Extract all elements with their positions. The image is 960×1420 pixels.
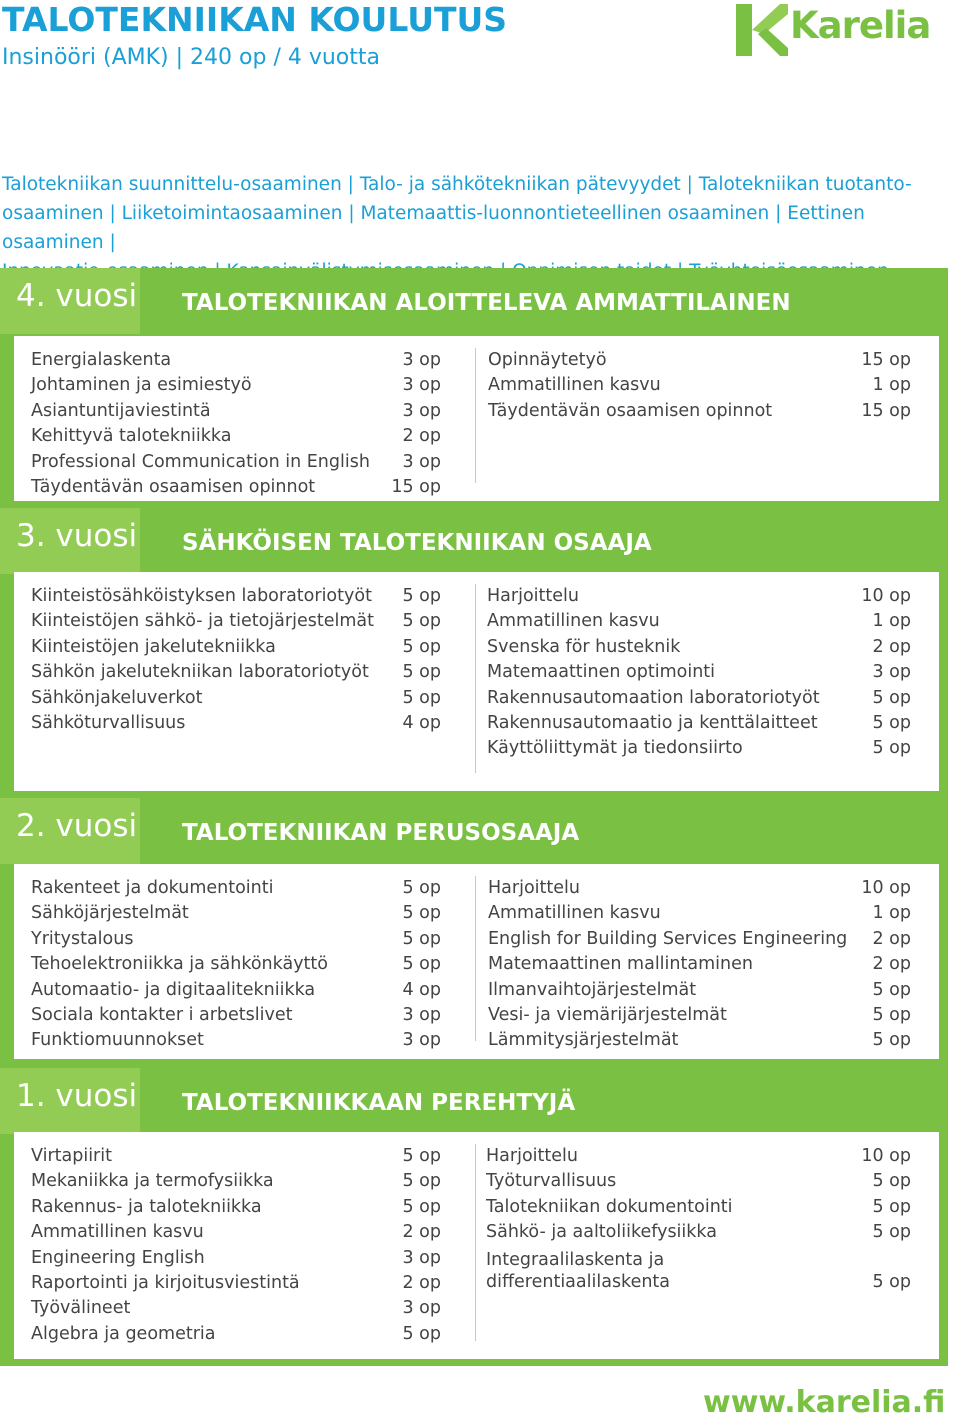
course-name: Johtaminen ja esimiestyö [31,375,252,396]
course-column-left [31,348,441,500]
course-credits: 5 op [872,1271,911,1292]
course-row [31,978,441,1003]
course-row [31,876,441,901]
course-credits: 15 op [861,350,911,370]
course-credits: 2 op [402,1272,441,1293]
course-credits: 5 op [402,687,441,708]
course-name: Rakennusautomaation laboratoriotyöt [487,687,820,708]
course-credits: 3 op [402,1030,441,1051]
course-name: Lämmitysjärjestelmät [488,1030,679,1051]
course-name: Täydentävän osaamisen opinnot [488,400,773,421]
course-credits: 3 op [402,1247,441,1268]
course-name: Työvälineet [31,1298,131,1319]
course-credits: 5 op [402,586,441,606]
course-panel [14,572,939,791]
course-row [488,952,911,977]
course-row [487,635,911,660]
course-name: Professional Communication in English [31,451,370,472]
column-divider [475,348,476,483]
year-title: TALOTEKNIIKKAAN PEREHTYJÄ [182,1090,576,1116]
course-name: Asiantuntijaviestintä [31,400,211,421]
course-name: Svenska för husteknik [487,636,681,657]
course-name: Sähköjärjestelmät [31,903,189,924]
course-credits: 5 op [402,903,441,924]
course-row [31,424,441,449]
year-title: TALOTEKNIIKAN PERUSOSAAJA [182,820,580,846]
year-label-box [0,798,140,864]
course-row [486,1220,911,1245]
year-header [0,798,948,864]
course-credits: 10 op [861,878,911,898]
page-subtitle: Insinööri (AMK) | 240 op / 4 vuotta [2,45,380,70]
course-row [31,660,441,685]
course-name: Työturvallisuus [486,1171,617,1192]
course-row [31,901,441,926]
course-name: Sähkö- ja aaltoliikefysiikka [486,1222,717,1243]
course-row [31,1195,441,1220]
course-credits: 5 op [402,928,441,949]
course-name: Automaatio- ja digitaalitekniikka [31,979,316,1000]
course-row [488,901,911,926]
course-row [487,609,911,634]
course-credits: 2 op [402,1222,441,1243]
course-credits: 3 op [402,375,441,396]
course-column-right [488,348,911,424]
year-label: 3. vuosi [16,518,138,554]
course-credits: 5 op [402,636,441,657]
course-credits: 5 op [872,1004,911,1025]
course-name: Sociala kontakter i arbetslivet [31,1004,293,1025]
course-credits: 2 op [872,636,911,657]
course-row [31,373,441,398]
course-credits: 5 op [872,1222,911,1243]
course-name: Kiinteistöjen sähkö- ja tietojärjestelmät [31,611,374,632]
course-row [488,348,911,373]
course-credits: 5 op [872,712,911,733]
course-credits: 3 op [872,662,911,683]
course-column-right [487,584,911,762]
course-name: Harjoittelu [488,878,580,898]
course-name: Käyttöliittymät ja tiedonsiirto [487,738,743,759]
year-label-box [0,1068,140,1134]
course-row [31,1246,441,1271]
course-name: Ammatillinen kasvu [487,611,660,632]
course-name: Sähköturvallisuus [31,712,186,733]
course-name: Tehoelektroniikka ja sähkönkäyttö [31,954,328,975]
course-credits: 4 op [402,979,441,1000]
course-column-right [488,876,911,1054]
course-name: Ilmanvaihtojärjestelmät [488,979,697,1000]
column-divider [475,1144,476,1341]
course-name: Matemaattinen mallintaminen [488,954,753,975]
course-row [31,475,441,500]
year-label: 4. vuosi [16,278,138,314]
course-name: Rakennus- ja talotekniikka [31,1196,262,1217]
year-section [0,1068,948,1366]
course-name: Integraalilaskenta ja differentiaalilaskenta [486,1249,671,1292]
course-panel [14,336,939,501]
course-row [488,978,911,1003]
year-label-box [0,268,140,334]
course-credits: 15 op [861,400,911,421]
course-credits: 5 op [872,979,911,1000]
course-name: Rakenteet ja dokumentointi [31,878,274,898]
course-row [488,1028,911,1053]
course-name: Matemaattinen optimointi [487,662,716,683]
course-row [31,584,441,609]
course-panel [14,864,939,1059]
course-name: Energialaskenta [31,350,172,370]
course-name: Ammatillinen kasvu [31,1222,204,1243]
course-column-left [31,584,441,736]
course-name: Kiinteistöjen jakelutekniikka [31,636,276,657]
course-row [31,1169,441,1194]
course-credits: 2 op [872,954,911,975]
course-row [486,1246,911,1296]
course-credits: 10 op [861,586,911,606]
course-row [31,711,441,736]
course-row [31,1296,441,1321]
year-label-box [0,508,140,574]
course-credits: 1 op [872,903,911,924]
course-name: Raportointi ja kirjoitusviestintä [31,1272,300,1293]
course-row [31,927,441,952]
course-row [486,1144,911,1169]
course-credits: 5 op [872,1030,911,1051]
course-credits: 2 op [872,928,911,949]
column-divider [475,584,476,773]
year-title: TALOTEKNIIKAN ALOITTELEVA AMMATTILAINEN [182,290,791,316]
course-name: Vesi- ja viemärijärjestelmät [488,1004,727,1025]
course-name: Sähkön jakelutekniikan laboratoriotyöt [31,662,369,683]
course-row [31,952,441,977]
course-column-right [486,1144,911,1296]
course-credits: 5 op [402,878,441,898]
course-row [487,736,911,761]
course-name: Sähkönjakeluverkot [31,687,203,708]
course-name: Algebra ja geometria [31,1323,216,1344]
course-name: Opinnäytetyö [488,350,607,370]
course-row [31,348,441,373]
course-name: Rakennusautomaatio ja kenttälaitteet [487,712,818,733]
year-header [0,1068,948,1134]
competences-line: Talotekniikan suunnittelu-osaaminen | Talo- ja sähkötekniikan pätevyydet | Talotekniikan tuotanto- [2,174,912,195]
course-credits: 15 op [391,476,441,497]
course-name: Harjoittelu [486,1146,578,1166]
course-credits: 3 op [402,350,441,370]
course-name: Mekaniikka ja termofysiikka [31,1171,274,1192]
course-credits: 3 op [402,1004,441,1025]
course-credits: 5 op [872,1171,911,1192]
course-credits: 5 op [872,1196,911,1217]
course-row [31,635,441,660]
course-name: Ammatillinen kasvu [488,903,661,924]
course-credits: 5 op [872,687,911,708]
course-name: Talotekniikan dokumentointi [486,1196,733,1217]
course-credits: 1 op [872,611,911,632]
course-row [488,876,911,901]
year-header [0,268,948,334]
course-name: English for Building Services Engineering [488,928,848,949]
course-row [31,1271,441,1296]
course-row [31,1003,441,1028]
course-row [488,927,911,952]
course-name: Yritystalous [31,928,134,949]
course-credits: 10 op [861,1146,911,1166]
year-title: SÄHKÖISEN TALOTEKNIIKAN OSAAJA [182,530,652,556]
course-credits: 5 op [402,1146,441,1166]
course-row [487,711,911,736]
year-label: 2. vuosi [16,808,138,844]
course-credits: 3 op [402,1298,441,1319]
course-column-left [31,1144,441,1347]
course-row [31,1028,441,1053]
year-section [0,798,948,1068]
course-credits: 1 op [872,375,911,396]
course-name: Engineering English [31,1247,205,1268]
course-credits: 5 op [402,662,441,683]
competences-line: osaaminen | Liiketoimintaosaaminen | Matemaattis-luonnontieteellinen osaaminen | Eettinen osaaminen | [2,203,865,253]
course-row [488,373,911,398]
course-name: Kiinteistösähköistyksen laboratoriotyöt [31,586,372,606]
year-header [0,508,948,574]
course-row [31,609,441,634]
course-credits: 5 op [402,1323,441,1344]
karelia-k-mark-icon [736,4,788,56]
year-label: 1. vuosi [16,1078,138,1114]
course-name: Ammatillinen kasvu [488,375,661,396]
course-row [487,660,911,685]
course-credits: 3 op [402,451,441,472]
course-credits: 5 op [402,954,441,975]
course-name: Harjoittelu [487,586,579,606]
course-credits: 5 op [402,1171,441,1192]
course-row [486,1169,911,1194]
footer-url: www.karelia.fi [703,1385,946,1420]
course-credits: 5 op [872,738,911,759]
year-section [0,508,948,798]
course-credits: 4 op [402,712,441,733]
course-row [488,1003,911,1028]
course-column-left [31,876,441,1054]
course-panel [14,1132,939,1359]
course-row [31,1220,441,1245]
course-row [487,686,911,711]
course-credits: 2 op [402,426,441,447]
course-row [31,1144,441,1169]
course-credits: 3 op [402,400,441,421]
course-name: Täydentävän osaamisen opinnot [31,476,316,497]
course-name: Kehittyvä talotekniikka [31,426,232,447]
course-row [486,1195,911,1220]
course-name: Funktiomuunnokset [31,1030,204,1051]
course-name: Virtapiirit [31,1146,112,1166]
column-divider [475,876,476,1041]
course-row [488,399,911,424]
year-section [0,268,948,508]
course-row [31,399,441,424]
course-credits: 5 op [402,1196,441,1217]
karelia-logo [736,4,950,56]
page-title: TALOTEKNIIKAN KOULUTUS [2,0,508,39]
course-credits: 5 op [402,611,441,632]
course-row [487,584,911,609]
karelia-wordmark: Karelia [790,4,931,47]
course-row [31,450,441,475]
course-row [31,1322,441,1347]
course-row [31,686,441,711]
